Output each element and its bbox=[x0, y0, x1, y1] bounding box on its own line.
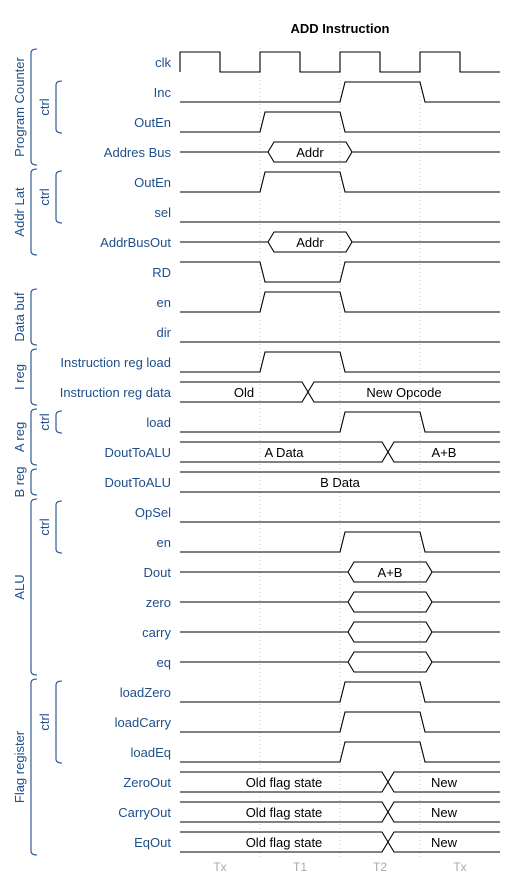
signal-label: load bbox=[146, 415, 171, 430]
signal-labels bbox=[60, 55, 172, 850]
signal-label: Dout bbox=[143, 565, 171, 580]
signal-row bbox=[180, 52, 500, 72]
bus-segment bbox=[348, 592, 432, 612]
diagram-title: ADD Instruction bbox=[290, 21, 390, 36]
time-labels bbox=[213, 860, 466, 874]
signal-label: en bbox=[156, 295, 171, 310]
signal-label: AddrBusOut bbox=[100, 235, 171, 250]
signal-label: sel bbox=[154, 205, 171, 220]
signal-label: OpSel bbox=[134, 505, 171, 520]
group-bracket bbox=[56, 411, 62, 433]
bus-value: Old flag state bbox=[245, 835, 323, 850]
ctrl-group bbox=[37, 171, 62, 223]
group-bracket bbox=[31, 349, 37, 405]
module-group bbox=[12, 169, 37, 255]
bus-value: New bbox=[430, 775, 458, 790]
group-label: B reg bbox=[12, 466, 27, 498]
bus-value: A+B bbox=[377, 565, 403, 580]
signal-label: eq bbox=[156, 655, 171, 670]
module-group bbox=[12, 499, 37, 675]
group-label: ALU bbox=[12, 574, 27, 600]
signal-label: RD bbox=[152, 265, 171, 280]
group-label: Flag register bbox=[12, 730, 27, 804]
ctrl-group bbox=[37, 501, 62, 553]
bus-value: Addr bbox=[296, 145, 324, 160]
bus-segment bbox=[348, 622, 432, 642]
group-bracket bbox=[56, 171, 62, 223]
time-label: T1 bbox=[292, 860, 308, 874]
signal-label: carry bbox=[142, 625, 171, 640]
group-label: ctrl bbox=[37, 518, 52, 536]
group-label: ctrl bbox=[37, 98, 52, 116]
group-label: Program Counter bbox=[12, 57, 27, 157]
group-label: Data buf bbox=[12, 292, 27, 342]
group-bracket bbox=[56, 81, 62, 133]
signal-row bbox=[180, 472, 500, 492]
signal-label: Instruction reg data bbox=[59, 385, 171, 400]
signal-label: DoutToALU bbox=[104, 445, 171, 460]
time-label: Tx bbox=[453, 860, 467, 874]
bus-value: New bbox=[430, 835, 458, 850]
time-label: Tx bbox=[213, 860, 227, 874]
signal-label: zero bbox=[145, 595, 171, 610]
bus-value: Addr bbox=[296, 235, 324, 250]
module-group bbox=[12, 409, 37, 465]
signal-label: CarryOut bbox=[118, 805, 171, 820]
module-group bbox=[12, 49, 37, 165]
time-label: T2 bbox=[372, 860, 388, 874]
bus-value: B Data bbox=[320, 475, 360, 490]
bus-segment bbox=[348, 652, 432, 672]
bus-value: New bbox=[430, 805, 458, 820]
signal-label: loadEq bbox=[130, 745, 171, 760]
signal-label: DoutToALU bbox=[104, 475, 171, 490]
bus-value: Old flag state bbox=[245, 775, 323, 790]
group-bracket bbox=[31, 679, 37, 855]
group-label: ctrl bbox=[37, 413, 52, 431]
group-bracket bbox=[56, 501, 62, 553]
module-group bbox=[12, 466, 37, 497]
bus-value: Old flag state bbox=[245, 805, 323, 820]
signal-label: loadCarry bbox=[114, 715, 171, 730]
signal-label: Addres Bus bbox=[103, 145, 171, 160]
group-label: A reg bbox=[12, 421, 27, 453]
signal-label: ZeroOut bbox=[123, 775, 171, 790]
signal-label: Inc bbox=[153, 85, 171, 100]
group-label: ctrl bbox=[37, 188, 52, 206]
module-group bbox=[12, 349, 37, 405]
ctrl-group bbox=[37, 681, 62, 763]
module-group bbox=[12, 679, 37, 855]
signal-label: OutEn bbox=[134, 115, 171, 130]
signal-label: EqOut bbox=[134, 835, 171, 850]
group-label: Addr Lat bbox=[12, 187, 27, 237]
group-bracket bbox=[31, 289, 37, 345]
signal-label: en bbox=[156, 535, 171, 550]
signal-label: Instruction reg load bbox=[60, 355, 171, 370]
group-bracket bbox=[31, 169, 37, 255]
signal-label: loadZero bbox=[119, 685, 171, 700]
signal-label: dir bbox=[156, 325, 171, 340]
group-bracket bbox=[31, 469, 37, 495]
bus-value: A+B bbox=[431, 445, 457, 460]
group-bracket bbox=[56, 681, 62, 763]
ctrl-group bbox=[37, 411, 62, 433]
clock-waveform bbox=[180, 52, 500, 72]
signal-groups bbox=[12, 49, 62, 855]
signal-label: OutEn bbox=[134, 175, 171, 190]
ctrl-group bbox=[37, 81, 62, 133]
group-label: I reg bbox=[12, 363, 27, 391]
group-label: ctrl bbox=[37, 713, 52, 731]
bus-value: Old bbox=[233, 385, 255, 400]
signal-label: clk bbox=[155, 55, 171, 70]
bus-value: A Data bbox=[264, 445, 304, 460]
bus-value: New Opcode bbox=[366, 385, 442, 400]
module-group bbox=[12, 289, 37, 345]
